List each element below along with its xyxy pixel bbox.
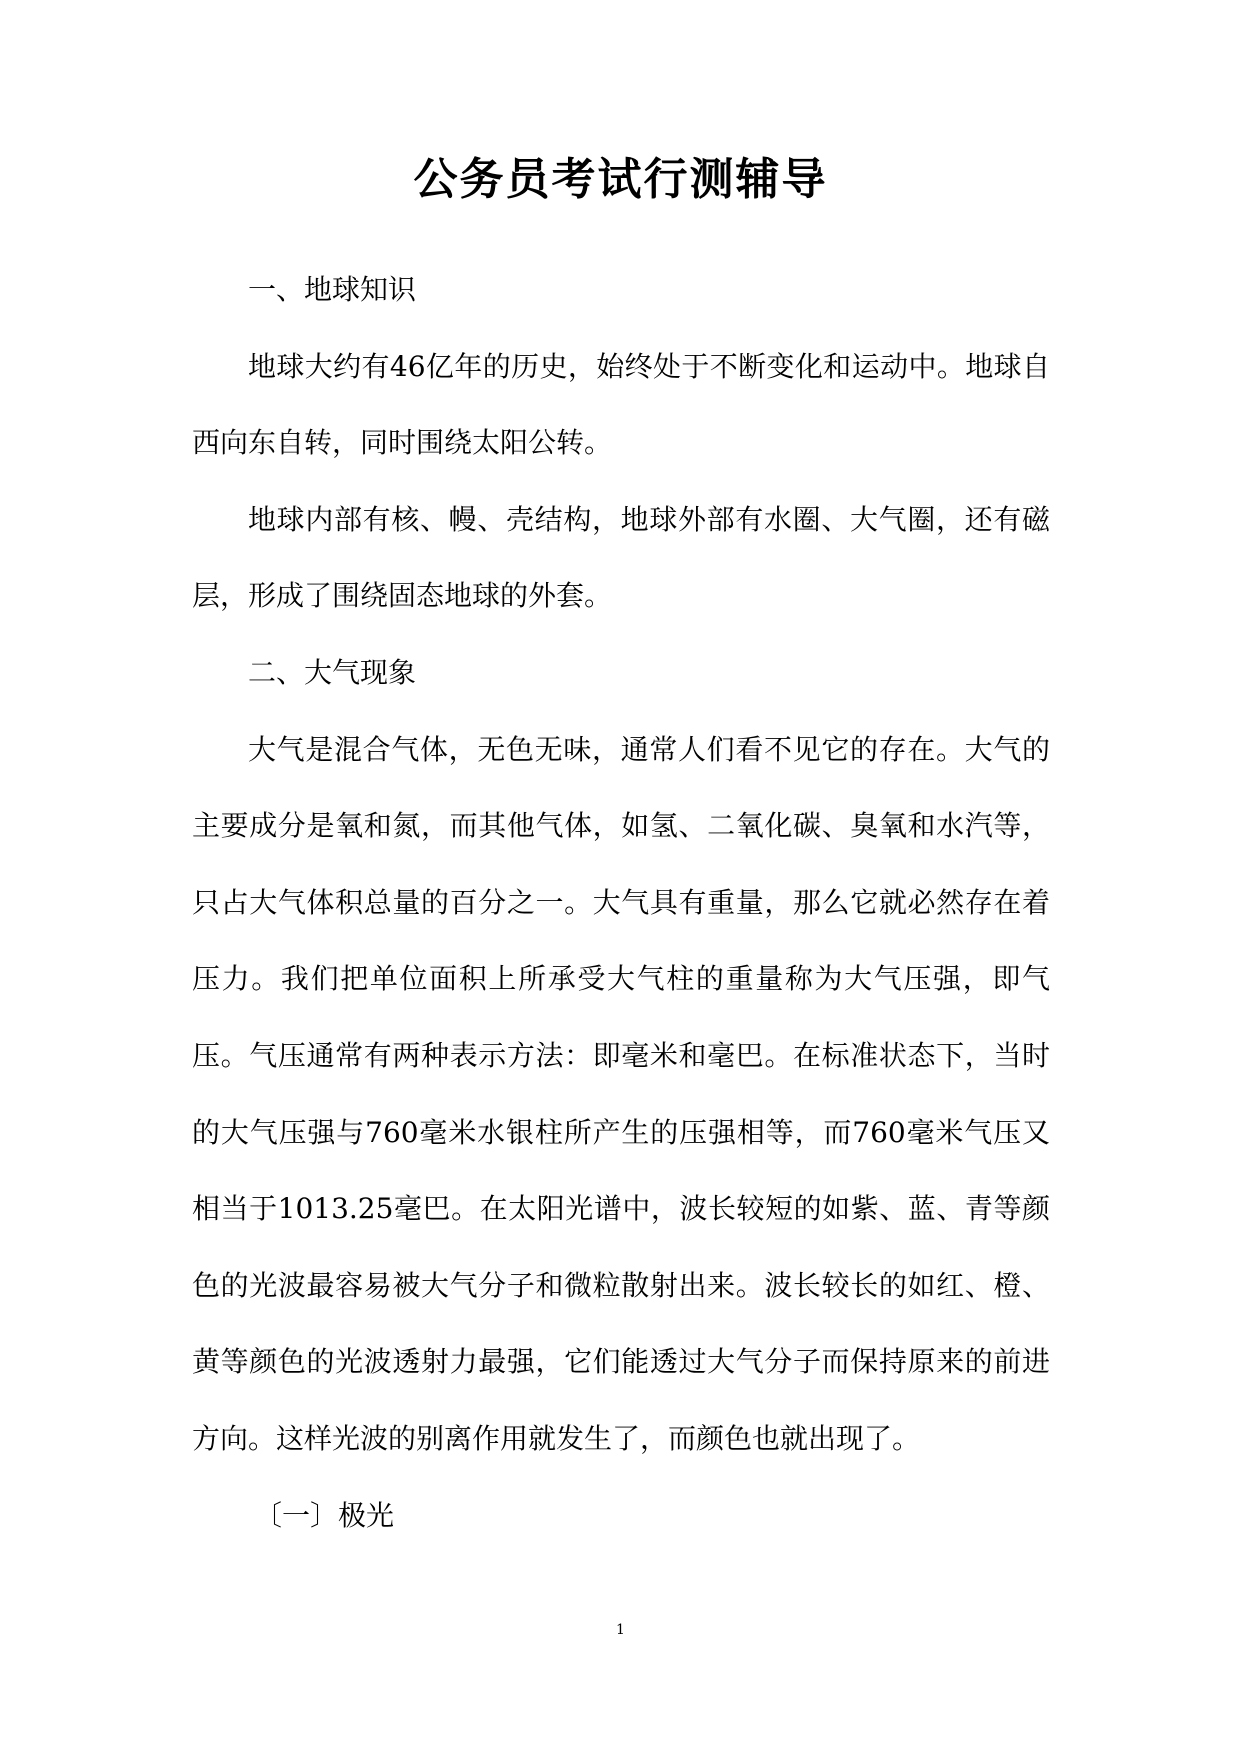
page-number: 1	[616, 1622, 625, 1638]
paragraph-atmosphere: 大气是混合气体，无色无味，通常人们看不见它的存在。大气的主要成分是氧和氮，而其他气体，如氢、二氧化碳、臭氧和水汽等，只占大气体积总量的百分之一。大气具有重量，那么它就必然存在着压力。我们把单位面积上所承受大气柱的重量称为大气压强，即气压。气压通常有两种表示方法：即毫米和毫巴。在标准状态下，当时的大气压强与760毫米水银柱所产生的压强相等，而760毫米气压又相当于1013.25毫巴。在太阳光谱中，波长较短的如紫、蓝、青等颜色的光波最容易被大气分子和微粒散射出来。波长较长的如红、橙、黄等颜色的光波透射力最强，它们能透过大气分子而保持原来的前进方向。这样光波的别离作用就发生了，而颜色也就出现了。	[192, 732, 1050, 1455]
section-heading-atmosphere: 二、大气现象	[248, 655, 417, 689]
paragraph-earth-history: 地球大约有46亿年的历史，始终处于不断变化和运动中。地球自西向东自转，同时围绕太阳公转。	[192, 349, 1050, 460]
section-heading-earth: 一、地球知识	[248, 273, 417, 306]
document-body	[192, 252, 1050, 1554]
subsection-heading-aurora: 〔一〕极光	[254, 1498, 395, 1532]
paragraph-earth-structure: 地球内部有核、幔、壳结构，地球外部有水圈、大气圈，还有磁层，形成了围绕固态地球的外套。	[192, 502, 1050, 613]
page-title: 公务员考试行测辅导	[413, 154, 828, 205]
